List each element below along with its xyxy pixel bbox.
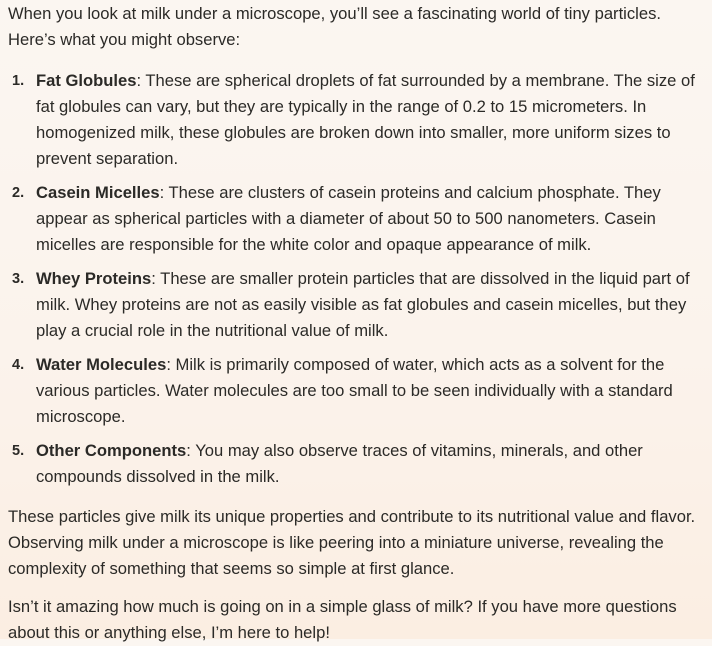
list-item-text: : Milk is primarily composed of water, which acts as a solvent for the various particles. Water molecules are too small to be seen individually with a standard microscope. (36, 355, 673, 426)
list-item-term: Casein Micelles (36, 183, 160, 202)
list-item-text: : These are spherical droplets of fat surrounded by a membrane. The size of fat globules can vary, but they are typically in the range of 0.2 to 15 micrometers. In homogenized milk, these globules are broken down into smaller, more uniform sizes to prevent separation. (36, 71, 695, 168)
list-item-other-components (8, 438, 704, 490)
list-item-term: Whey Proteins (36, 269, 152, 288)
list-item-term: Other Components (36, 441, 187, 460)
list-item-water-molecules (8, 352, 704, 430)
list-number: 1. (12, 73, 25, 89)
list-number: 5. (12, 443, 25, 459)
list-item-text: : These are smaller protein particles that are dissolved in the liquid part of milk. Whey proteins are not as easily visible as fat globules and casein micelles, but they play a crucial role in the nutritional value of milk. (36, 269, 690, 340)
list-item-term: Water Molecules (36, 355, 167, 374)
list-item-text: : You may also observe traces of vitamins, minerals, and other compounds dissolved in the milk. (36, 441, 643, 486)
outro-paragraph: Isn’t it amazing how much is going on in a simple glass of milk? If you have more questions about this or anything else, I’m here to help! (8, 597, 677, 642)
list-item-term: Fat Globules (36, 71, 137, 90)
list-item-text: : These are clusters of casein proteins and calcium phosphate. They appear as spherical particles with a diameter of about 50 to 500 nanometers. Casein micelles are responsible for the white color and opaque appearance of milk. (36, 183, 661, 254)
list-number: 2. (12, 185, 25, 201)
list-item-whey-proteins (8, 266, 704, 344)
closing-paragraph: These particles give milk its unique properties and contribute to its nutritional value and flavor. Observing milk under a microscope is like peering into a miniature universe, revealing the complexity of something that seems so simple at first glance. (8, 507, 696, 578)
list-number: 4. (12, 357, 25, 373)
intro-paragraph: When you look at milk under a microscope, you’ll see a fascinating world of tiny particles. Here’s what you might observe: (8, 4, 661, 49)
list-item-fat-globules (8, 68, 704, 172)
list-item-casein-micelles (8, 180, 704, 258)
particle-list (8, 68, 704, 490)
list-number: 3. (12, 271, 25, 287)
